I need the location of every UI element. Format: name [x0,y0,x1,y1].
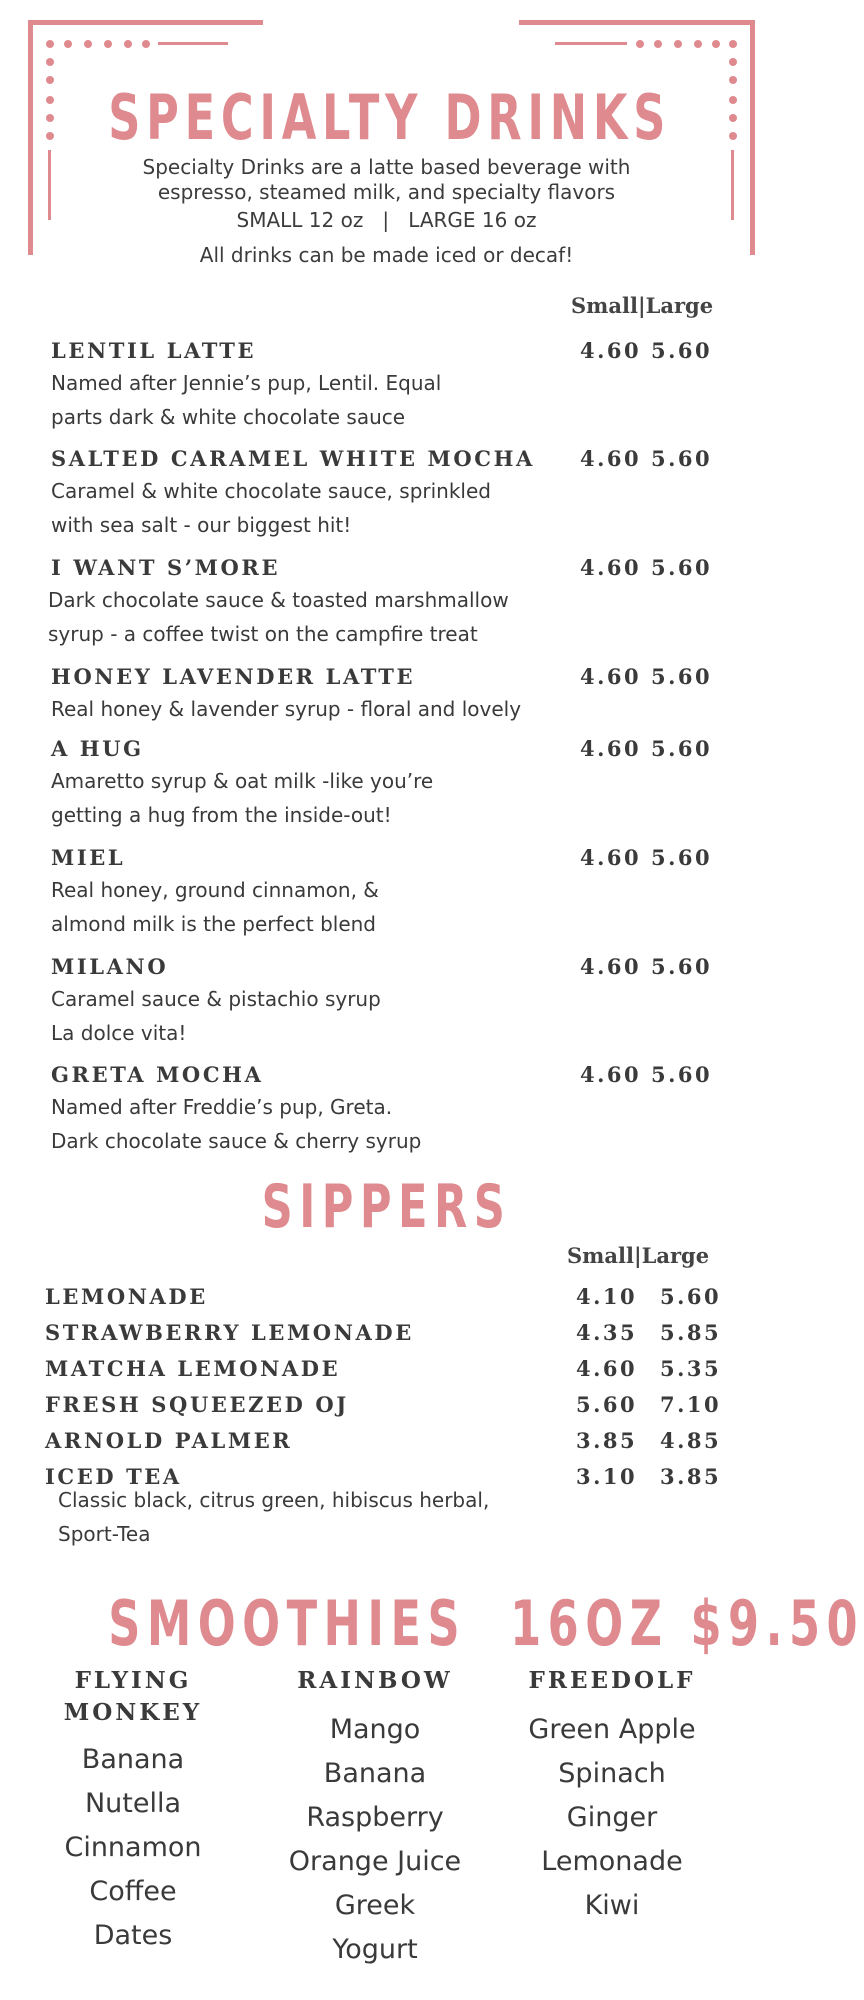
sipper-small-price: 4.10 [576,1284,638,1309]
sipper-name: LEMONADE [45,1284,208,1309]
drink-price: 4.60 5.60 [580,446,713,471]
drink-name: GRETA MOCHA [51,1062,264,1087]
drink-price: 4.60 5.60 [580,555,713,580]
smoothie-name [23,1665,243,1729]
sipper-large-price: 5.35 [660,1356,722,1381]
smoothie-ingredient: Ginger [566,1802,658,1833]
intro-line-2: espresso, steamed milk, and specialty flavors [157,180,616,204]
smoothie-ingredients [13,1738,253,1958]
smoothie-ingredients [255,1708,495,1972]
smoothie-ingredient: Greek [334,1890,416,1921]
drink-description-line: almond milk is the perfect blend [51,912,376,936]
drink-description-line: parts dark & white chocolate sauce [51,405,406,429]
drink-price: 4.60 5.60 [580,845,713,870]
sipper-name: STRAWBERRY LEMONADE [45,1320,414,1345]
drink-price: 4.60 5.60 [580,954,713,979]
smoothie-ingredient: Nutella [84,1788,182,1819]
drink-description-line: Real honey & lavender syrup - floral and lovely [51,697,522,721]
smoothie-ingredient: Mango [329,1714,421,1745]
smoothie-ingredient: Banana [81,1744,185,1775]
drink-description-line: Caramel & white chocolate sauce, sprinkled [51,479,491,503]
intro-line-1: Specialty Drinks are a latte based beverage with [142,155,631,179]
iced-decaf-note: All drinks can be made iced or decaf! [199,243,574,267]
smoothie-ingredient: Kiwi [584,1890,640,1921]
smoothie-name [502,1665,722,1697]
smoothie-ingredient: Yogurt [332,1934,418,1965]
drink-price: 4.60 5.60 [580,664,713,689]
drink-price: 4.60 5.60 [580,1062,713,1087]
page-title: SPECIALTY DRINKS [108,81,672,154]
drink-description-line: Named after Freddie’s pup, Greta. [51,1095,393,1119]
drink-price: 4.60 5.60 [580,338,713,363]
drink-description-line: Dark chocolate sauce & toasted marshmallow [48,588,509,612]
smoothie-ingredient: Lemonade [541,1846,683,1877]
smoothie-name-line: MONKEY [63,1699,203,1726]
drink-name: A HUG [51,736,144,761]
drink-name: MIEL [51,845,126,870]
sipper-small-price: 5.60 [576,1392,638,1417]
drink-description-line: with sea salt - our biggest hit! [51,513,352,537]
smoothie-ingredient: Dates [93,1920,173,1951]
drink-description [48,583,509,651]
sipper-large-price: 7.10 [660,1392,722,1417]
size-info: SMALL 12 oz | LARGE 16 oz [236,208,537,232]
smoothie-ingredient: Banana [323,1758,427,1789]
drink-description-line: Amaretto syrup & oat milk -like you’re [51,769,434,793]
drink-description-line: Real honey, ground cinnamon, & [51,878,379,902]
sippers-title: SIPPERS [261,1172,512,1242]
iced-tea-desc-line-1: Classic black, citrus green, hibiscus herbal, [58,1488,490,1512]
sipper-small-price: 3.85 [576,1428,638,1453]
iced-tea-description [58,1483,489,1551]
drink-description-line: getting a hug from the inside-out! [51,803,392,827]
drink-price: 4.60 5.60 [580,736,713,761]
sipper-large-price: 4.85 [660,1428,722,1453]
sipper-large-price: 5.85 [660,1320,722,1345]
drink-description [51,366,441,434]
sippers-size-header: Small|Large [567,1243,710,1268]
sipper-small-price: 4.35 [576,1320,638,1345]
iced-tea-desc-line-2: Sport-Tea [58,1522,151,1546]
sipper-name: ICED TEA [45,1464,182,1489]
smoothie-name [265,1665,485,1697]
smoothie-ingredient: Cinnamon [64,1832,202,1863]
sipper-name: FRESH SQUEEZED OJ [45,1392,349,1417]
drink-description-line: Named after Jennie’s pup, Lentil. Equal [51,371,442,395]
drink-name: MILANO [51,954,169,979]
smoothie-ingredients [492,1708,732,1928]
smoothie-ingredient: Coffee [89,1876,177,1907]
drink-description-line: La dolce vita! [51,1021,187,1045]
smoothie-name-line: FLYING [74,1667,192,1694]
drink-description [51,982,381,1050]
smoothie-name-line: FREEDOLF [528,1667,696,1694]
drink-description-line: syrup - a coffee twist on the campfire treat [48,622,478,646]
smoothie-ingredient: Spinach [558,1758,666,1789]
drink-name: LENTIL LATTE [51,338,257,363]
drink-description [51,1090,421,1158]
drink-description-line: Dark chocolate sauce & cherry syrup [51,1129,422,1153]
sipper-small-price: 4.60 [576,1356,638,1381]
smoothie-ingredient: Green Apple [528,1714,696,1745]
drink-description [51,474,491,542]
drink-description-line: Caramel sauce & pistachio syrup [51,987,381,1011]
drink-name: SALTED CARAMEL WHITE MOCHA [51,446,535,471]
drink-description [51,692,521,726]
sipper-large-price: 5.60 [660,1284,722,1309]
smoothie-ingredient: Raspberry [306,1802,444,1833]
sipper-name: MATCHA LEMONADE [45,1356,341,1381]
smoothie-ingredient: Orange Juice [288,1846,462,1877]
smoothie-name-line: RAINBOW [297,1667,453,1694]
specialty-size-header: Small|Large [571,293,714,318]
drink-name: I WANT S’MORE [51,555,281,580]
sipper-small-price: 3.10 [576,1464,638,1489]
sipper-name: ARNOLD PALMER [45,1428,293,1453]
drink-name: HONEY LAVENDER LATTE [51,664,416,689]
drink-description [51,873,379,941]
drink-description [51,764,433,832]
smoothies-title: SMOOTHIES 16OZ $9.50 [108,1587,864,1660]
sipper-large-price: 3.85 [660,1464,722,1489]
